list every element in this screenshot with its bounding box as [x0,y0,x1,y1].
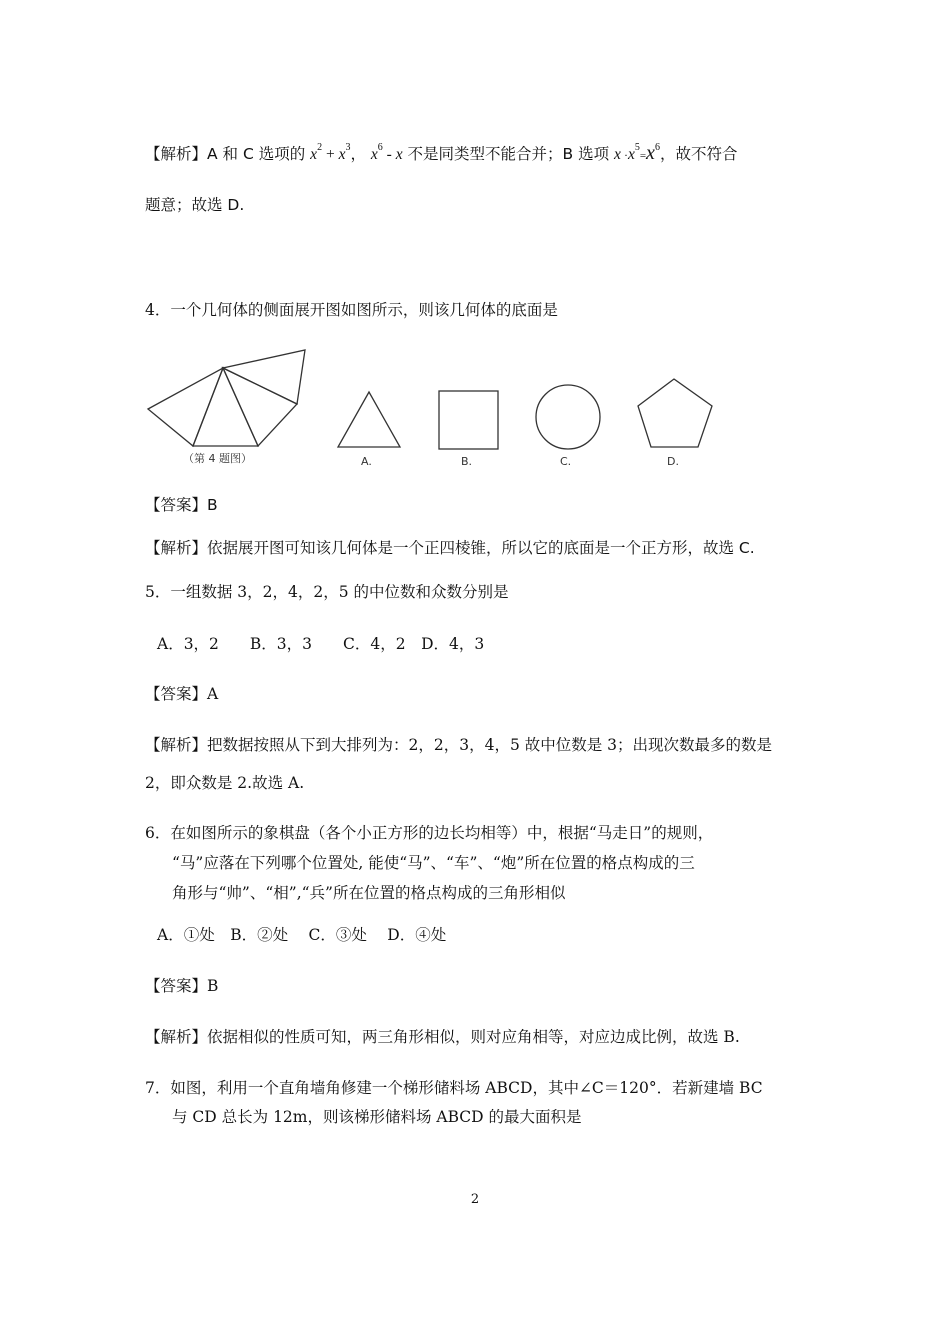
figure-caption: （第 4 题图） [183,452,252,465]
q6-question-line-1: 6．在如图所示的象棋盘（各个小正方形的边长均相等）中，根据“马走日”的规则， [145,824,714,842]
q3-analysis-line-2: 题意；故选 D. [145,196,245,214]
math-expression-3: $x \cdot x^5=x^6$ [614,142,660,164]
option-b-label: B. [461,455,473,468]
q4-figure [145,348,720,470]
q6-question-line-2: “马”应落在下列哪个位置处, 能使“马”、“车”、“炮”所在位置的格点构成的三 [172,854,695,872]
option-a-triangle [338,392,400,447]
math-expression-2: $x^6$ - x [370,142,403,163]
q5-question: 5．一组数据 3，2，4，2，5 的中位数和众数分别是 [145,583,509,601]
q7-question-line-2: 与 CD 总长为 12m，则该梯形储料场 ABCD 的最大面积是 [172,1108,582,1126]
option-d-pentagon [638,379,712,447]
analysis-tag: 【解析】 [145,145,208,163]
option-c-label: C. [560,455,572,468]
net-face-3 [223,368,297,446]
option-a-label: A. [361,455,372,468]
net-face-1 [148,368,223,446]
page-number: 2 [470,1192,480,1207]
option-b-square [439,391,498,449]
math-expression-1: $x^2 + x^3$ [310,142,351,163]
option-d-label: D. [667,455,679,468]
q7-question-line-1: 7．如图，利用一个直角墙角修建一个梯形储料场 ABCD，其中∠C＝120°．若新建墙 BC [145,1079,763,1097]
q6-options: A．①处 B．②处 C．③处 D．④处 [157,926,447,944]
q4-analysis: 【解析】依据展开图可知该几何体是一个正四棱锥，所以它的底面是一个正方形，故选 C. [145,539,755,557]
q5-options: A．3，2 B．3，3 C．4，2 D．4，3 [157,635,485,653]
q6-analysis: 【解析】依据相似的性质可知，两三角形相似，则对应角相等，对应边成比例，故选 B. [145,1028,740,1046]
q5-analysis-line-2: 2，即众数是 2.故选 A. [145,774,305,792]
comma: ， [350,145,366,163]
analysis-text: 不是同类型不能合并；B 选项 [407,145,610,163]
q5-answer: 【答案】A [145,685,219,703]
q5-analysis-line-1: 【解析】把数据按照从下到大排列为：2，2，3，4，5 故中位数是 3；出现次数最多的数是 [145,736,773,754]
q4-question: 4．一个几何体的侧面展开图如图所示，则该几何体的底面是 [145,301,558,319]
q4-answer: 【答案】B [145,496,218,514]
option-c-circle [536,385,600,449]
q3-analysis-line [145,143,737,166]
q6-answer: 【答案】B [145,977,219,995]
analysis-text: A 和 C 选项的 [207,145,306,163]
q6-question-line-3: 角形与“帅”、“相”,“兵”所在位置的格点构成的三角形相似 [172,884,566,902]
analysis-text: ，故不符合 [659,145,738,163]
